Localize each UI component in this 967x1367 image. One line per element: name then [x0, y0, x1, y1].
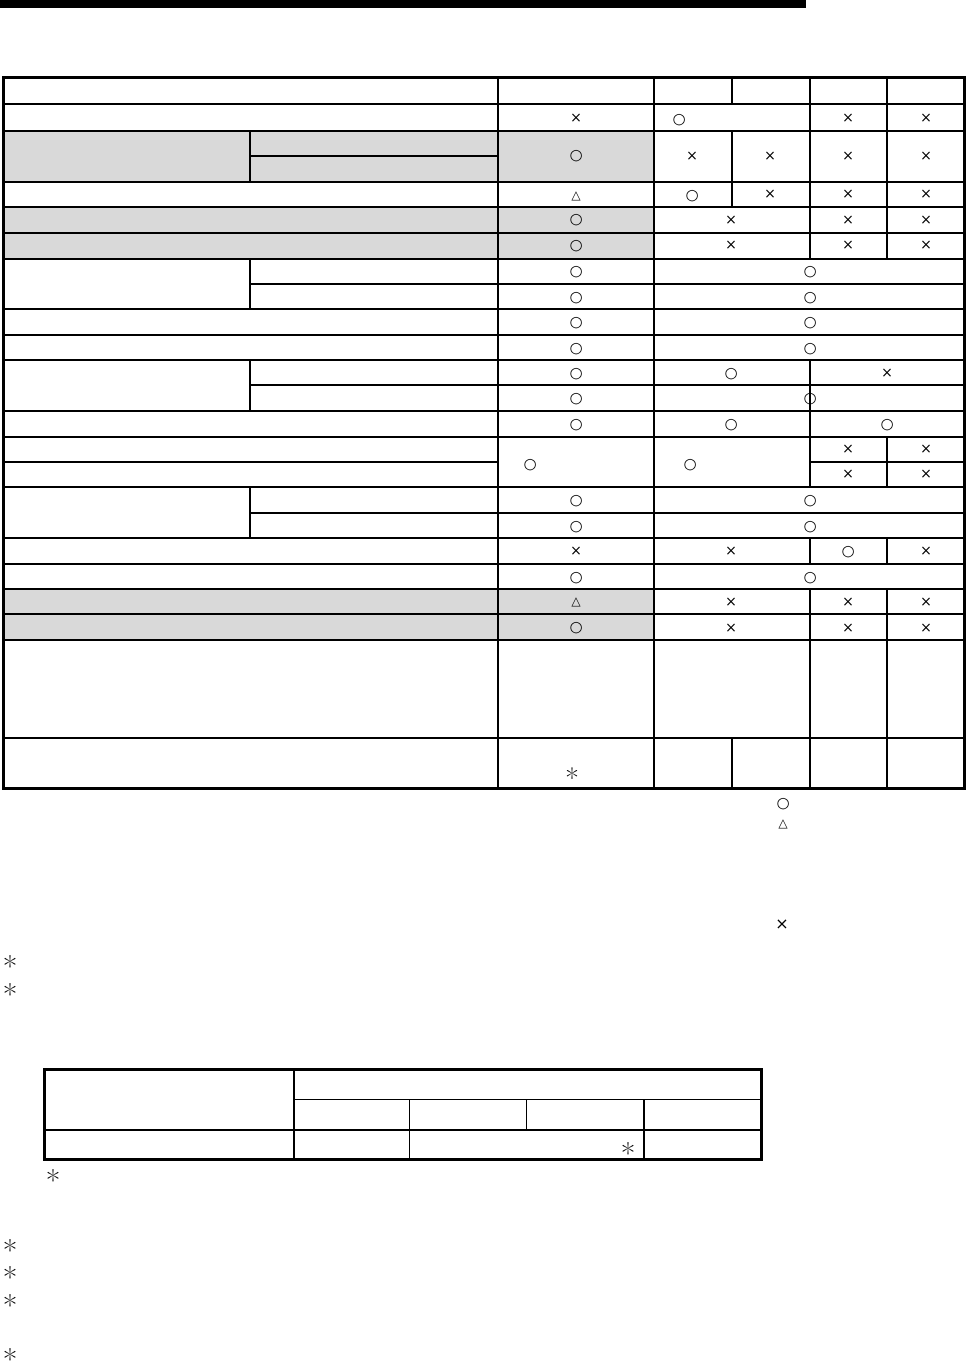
row-rule — [2, 639, 966, 641]
row-rule — [2, 359, 966, 361]
row-rule — [249, 384, 966, 386]
circle-mark: ○ — [803, 490, 817, 509]
col-rule — [809, 588, 811, 790]
circle-mark: ○ — [672, 109, 686, 128]
cross-mark: × — [725, 237, 737, 253]
sub-table-rule — [293, 1068, 295, 1161]
cross-mark: × — [920, 543, 932, 559]
cross-mark: × — [842, 594, 854, 610]
circle-mark: ○ — [569, 414, 583, 433]
row-rule — [2, 258, 966, 260]
cross-mark: × — [920, 594, 932, 610]
circle-mark: ○ — [724, 363, 738, 382]
circle-mark: ○ — [523, 454, 537, 473]
shaded-row — [3, 614, 654, 639]
circle-mark: ○ — [803, 261, 817, 280]
row-rule — [2, 103, 966, 105]
table-border-left — [2, 76, 5, 790]
cross-mark: × — [725, 620, 737, 636]
legend-triangle-icon: △ — [778, 816, 788, 830]
col-rule — [809, 537, 811, 564]
circle-mark: ○ — [569, 312, 583, 331]
circle-mark: ○ — [569, 145, 583, 164]
circle-mark: ○ — [685, 185, 699, 204]
cross-mark: × — [842, 466, 854, 482]
row-rule — [2, 537, 966, 539]
legend-circle-icon: ○ — [776, 793, 790, 812]
cross-mark: × — [570, 543, 582, 559]
col-rule — [497, 76, 499, 790]
cross-mark: × — [920, 212, 932, 228]
asterisk-mark: ＊ — [564, 764, 580, 783]
col-rule — [809, 76, 811, 259]
row-rule — [2, 232, 966, 234]
circle-mark: ○ — [880, 414, 894, 433]
circle-mark: ○ — [803, 516, 817, 535]
row-rule — [2, 308, 966, 310]
col-rule — [249, 258, 251, 310]
sub-table-border — [43, 1158, 763, 1161]
cross-mark: × — [920, 237, 932, 253]
table-border-right — [963, 76, 966, 790]
cross-mark: × — [920, 466, 932, 482]
table-border-top — [2, 76, 966, 79]
legend-cross-icon: × — [775, 914, 789, 933]
sub-table-rule — [293, 1099, 763, 1100]
note-marker: ＊ — [2, 1263, 19, 1282]
circle-mark: ○ — [803, 338, 817, 357]
sub-table-asterisk: ＊ — [620, 1139, 637, 1158]
sub-note-marker: ＊ — [45, 1166, 62, 1185]
cross-mark: × — [842, 237, 854, 253]
cross-mark: × — [842, 212, 854, 228]
cross-mark: × — [881, 365, 893, 381]
cross-mark: × — [920, 441, 932, 457]
sub-table-border — [760, 1068, 763, 1161]
triangle-mark: △ — [571, 188, 581, 202]
note-marker: ＊ — [2, 1345, 19, 1364]
circle-mark: ○ — [569, 363, 583, 382]
col-rule — [731, 737, 733, 790]
row-rule — [2, 461, 498, 463]
circle-mark: ○ — [569, 287, 583, 306]
triangle-mark: △ — [571, 594, 581, 608]
shaded-row — [3, 233, 654, 258]
col-rule — [886, 436, 888, 488]
circle-mark: ○ — [803, 388, 817, 407]
sub-table-border — [43, 1068, 46, 1161]
row-rule — [2, 436, 966, 438]
circle-mark: ○ — [724, 414, 738, 433]
circle-mark: ○ — [569, 567, 583, 586]
row-rule — [2, 410, 966, 412]
circle-mark: ○ — [569, 490, 583, 509]
cross-mark: × — [920, 148, 932, 164]
cross-mark: × — [686, 148, 698, 164]
row-rule — [2, 130, 966, 132]
sub-table-rule — [526, 1099, 527, 1130]
row-rule — [2, 613, 966, 615]
circle-mark: ○ — [803, 312, 817, 331]
sub-table-border — [43, 1068, 763, 1071]
sub-table-rule — [43, 1129, 763, 1131]
cross-mark: × — [842, 186, 854, 202]
col-rule — [886, 537, 888, 564]
shaded-row — [3, 208, 654, 233]
col-rule — [249, 486, 251, 538]
table-border-bottom — [2, 787, 966, 790]
circle-mark: ○ — [569, 617, 583, 636]
row-rule — [2, 737, 966, 739]
circle-mark: ○ — [683, 454, 697, 473]
cross-mark: × — [725, 212, 737, 228]
sub-table-rule — [643, 1099, 645, 1161]
circle-mark: ○ — [569, 388, 583, 407]
col-rule — [731, 76, 733, 104]
row-rule — [2, 588, 966, 590]
col-rule — [886, 76, 888, 259]
col-rule — [731, 130, 733, 208]
cross-mark: × — [920, 186, 932, 202]
row-rule — [249, 155, 498, 157]
circle-mark: ○ — [569, 235, 583, 254]
cross-mark: × — [842, 620, 854, 636]
circle-mark: ○ — [569, 338, 583, 357]
row-rule — [2, 563, 966, 565]
col-rule — [809, 436, 811, 488]
col-rule — [653, 76, 655, 790]
cross-mark: × — [920, 620, 932, 636]
circle-mark: ○ — [803, 567, 817, 586]
cross-mark: × — [570, 110, 582, 126]
cross-mark: × — [842, 441, 854, 457]
note-marker: ＊ — [2, 1236, 19, 1255]
circle-mark: ○ — [569, 209, 583, 228]
cross-mark: × — [764, 186, 776, 202]
row-rule — [2, 206, 966, 208]
col-rule — [249, 130, 251, 182]
sub-table-rule — [409, 1099, 410, 1161]
row-rule — [2, 334, 966, 336]
row-rule — [249, 283, 966, 285]
cross-mark: × — [725, 594, 737, 610]
note-marker: ＊ — [2, 980, 19, 999]
circle-mark: ○ — [841, 541, 855, 560]
row-rule — [2, 486, 966, 488]
cross-mark: × — [842, 148, 854, 164]
header-rule — [0, 0, 806, 8]
cross-mark: × — [920, 110, 932, 126]
row-rule — [2, 181, 966, 183]
note-marker: ＊ — [2, 952, 19, 971]
shaded-row — [3, 589, 654, 614]
cross-mark: × — [764, 148, 776, 164]
col-rule — [886, 588, 888, 790]
cross-mark: × — [725, 543, 737, 559]
circle-mark: ○ — [803, 287, 817, 306]
cross-mark: × — [842, 110, 854, 126]
row-rule — [249, 512, 966, 514]
circle-mark: ○ — [569, 516, 583, 535]
col-rule — [249, 359, 251, 411]
circle-mark: ○ — [569, 261, 583, 280]
note-marker: ＊ — [2, 1291, 19, 1310]
